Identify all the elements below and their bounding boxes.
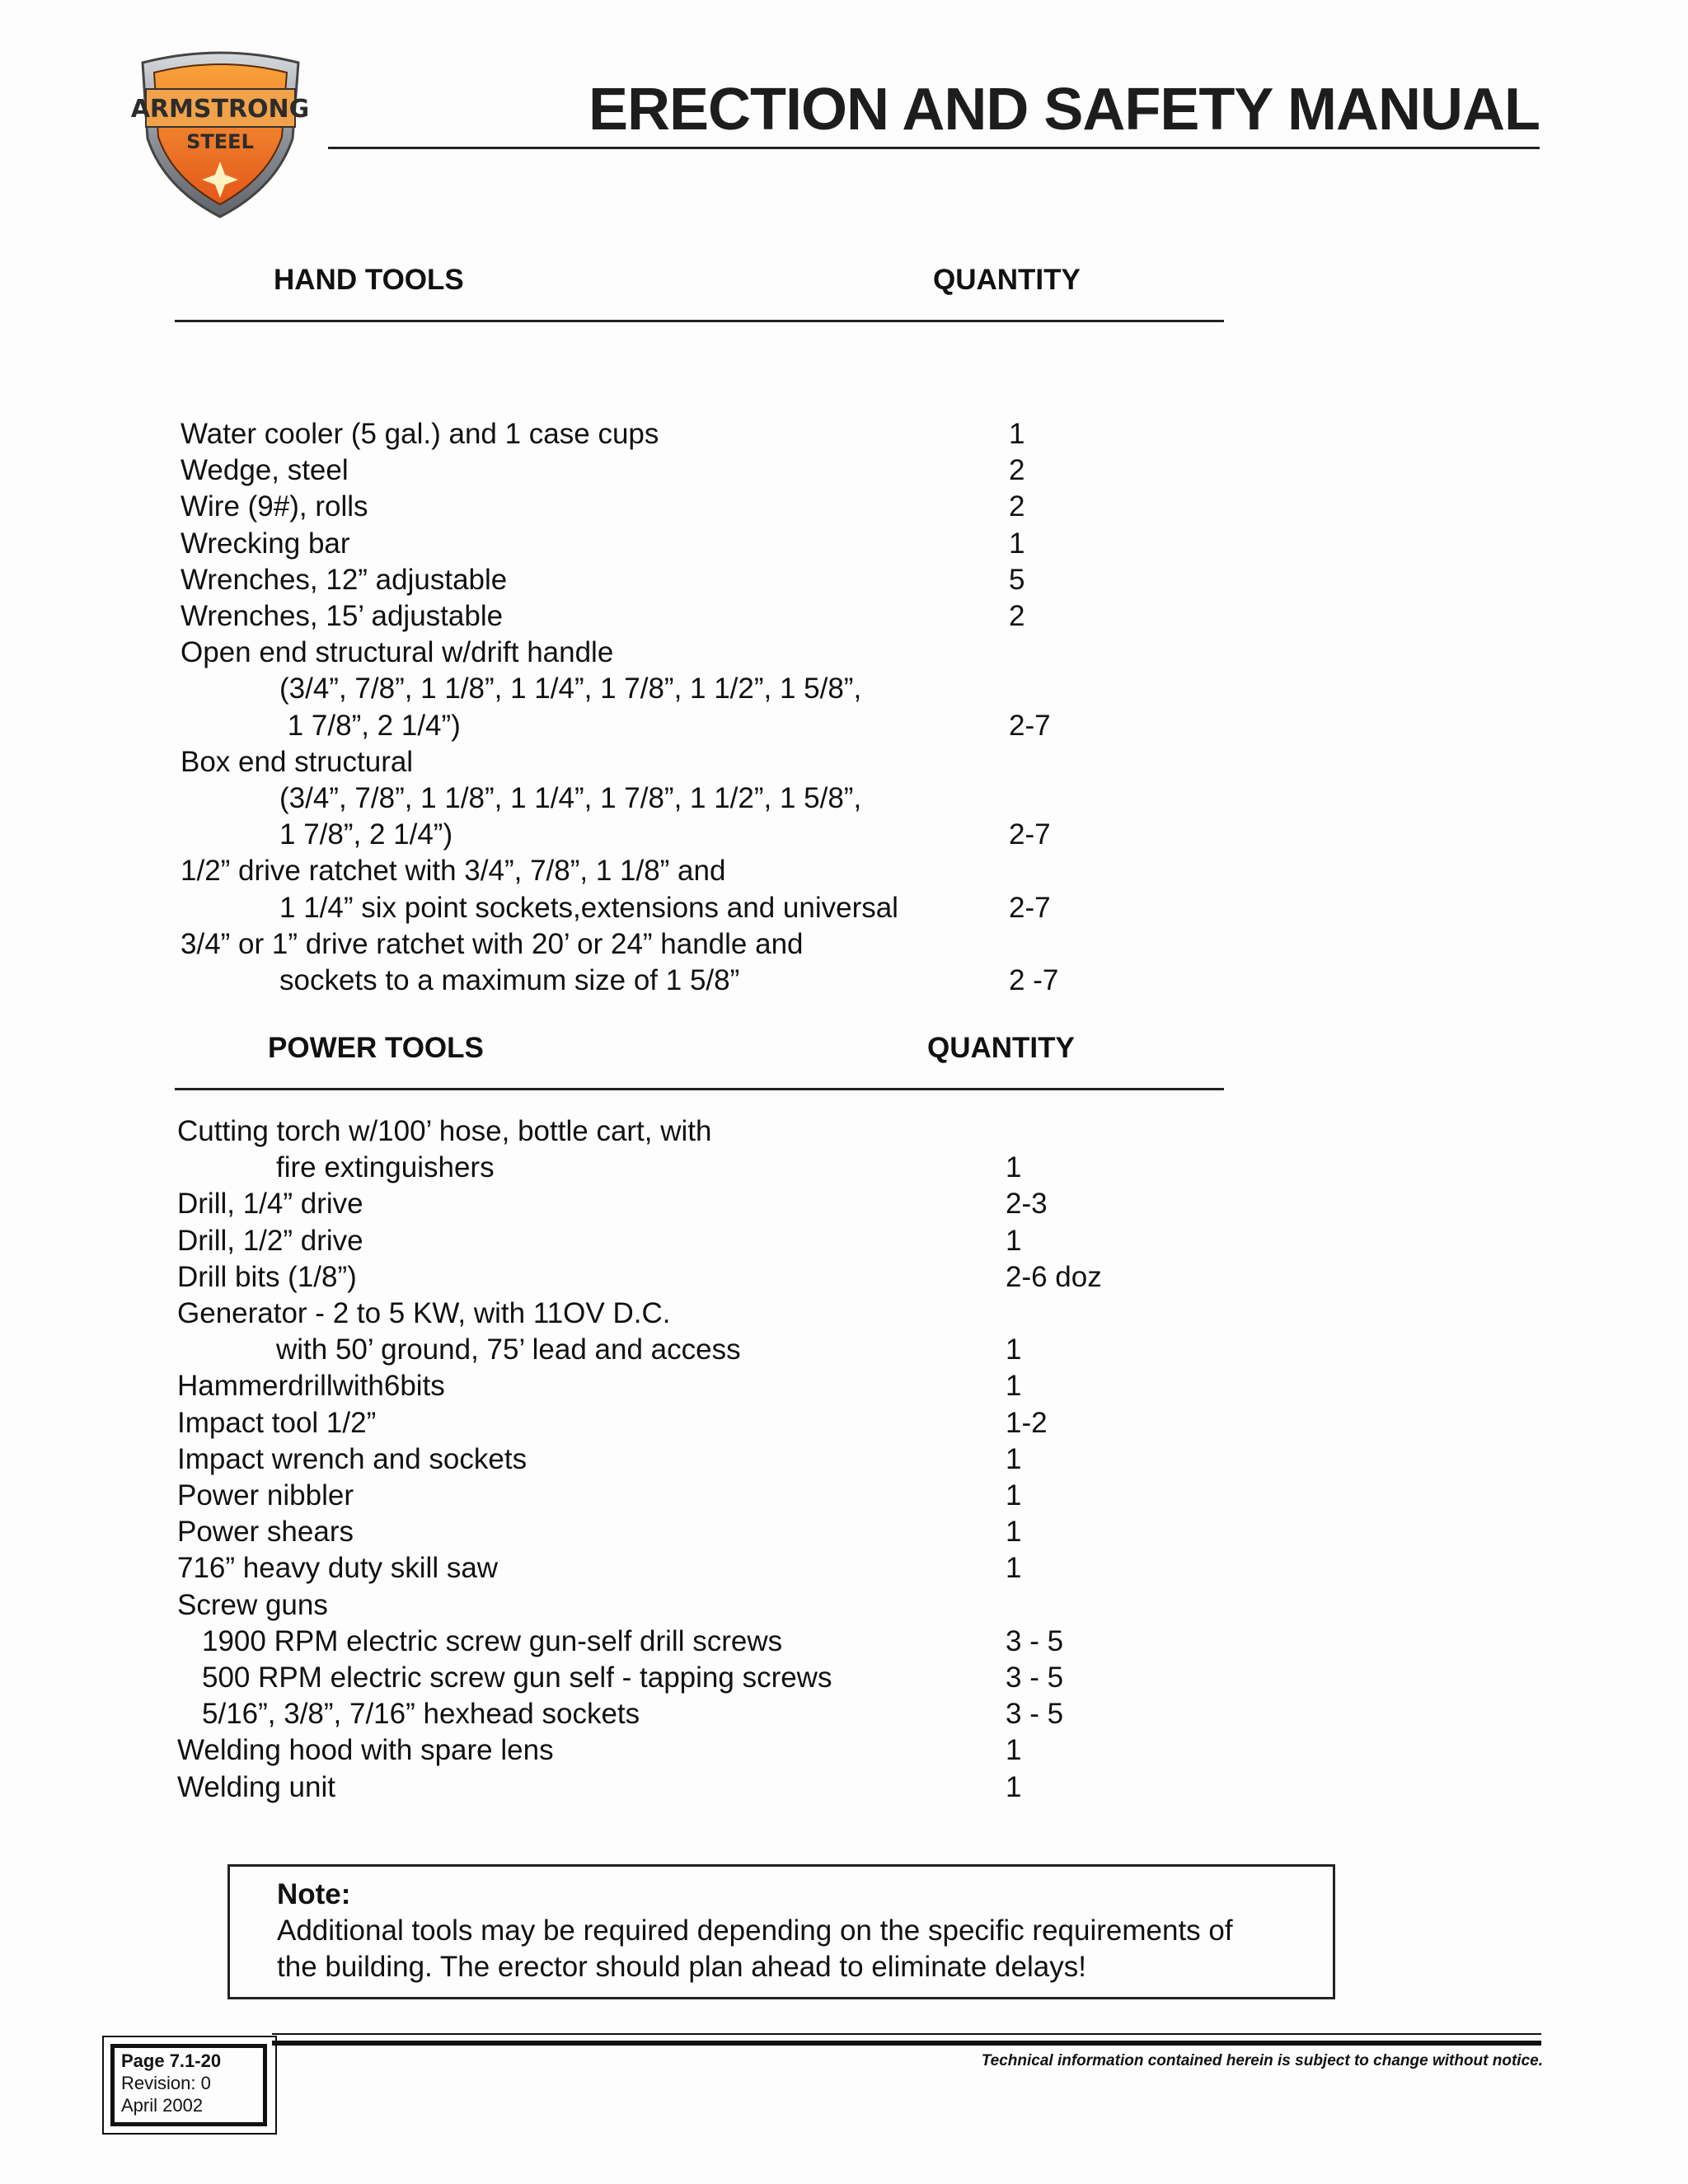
item-quantity: 1 [1006,1151,1022,1184]
note-box [227,1864,1335,1999]
item-quantity: 1 [1006,1479,1022,1511]
item-quantity: 3 - 5 [1006,1661,1064,1694]
list-item [177,1296,1331,1332]
list-item [177,1478,1331,1514]
list-item [181,671,1334,707]
list-item [177,1113,1331,1150]
item-quantity: 2 [1009,490,1025,523]
item-quantity: 1 [1006,1552,1022,1585]
list-item [177,1332,1331,1368]
item-quantity: 5 [1009,563,1025,596]
item-description: 1/2” drive ratchet with 3/4”, 7/8”, 1 1/8” and [181,855,726,888]
item-quantity: 2 -7 [1009,964,1059,996]
list-item [181,963,1334,999]
item-description: Cutting torch w/100’ hose, bottle cart, with [177,1115,712,1147]
list-item [181,708,1334,744]
page-title: ERECTION AND SAFETY MANUAL [588,77,1540,143]
list-item [177,1732,1331,1769]
list-item [177,1223,1331,1259]
item-description: 3/4” or 1” drive ratchet with 20’ or 24” handle and [181,927,804,960]
list-item [181,416,1334,452]
revision-label: Revision: 0 [121,2073,211,2093]
item-description: Welding hood with spare lens [177,1734,554,1767]
item-description: 1900 RPM electric screw gun-self drill screws [202,1624,783,1657]
page-info-inner [110,2044,267,2126]
list-item [177,1660,1331,1696]
list-item [177,1624,1331,1660]
list-item [181,780,1334,817]
list-item [177,1259,1331,1296]
item-description: Generator - 2 to 5 KW, with 11OV D.C. [177,1297,671,1329]
list-item [181,635,1334,671]
item-description: Drill, 1/4” drive [177,1188,363,1221]
item-quantity: 1 [1006,1224,1022,1257]
item-quantity: 2 [1009,600,1025,632]
list-item [177,1186,1331,1222]
item-description: Box end structural [181,745,414,778]
item-quantity: 1 [1006,1370,1022,1403]
item-description: 1 7/8”, 2 1/4”) [279,709,461,742]
item-description: Wrecking bar [181,527,350,560]
item-quantity: 1 [1006,1333,1022,1366]
item-description: Open end structural w/drift handle [181,636,614,669]
list-item [181,562,1334,598]
svg-text:STEEL: STEEL [186,130,254,153]
header-divider [328,147,1540,149]
item-description: 1 7/8”, 2 1/4”) [279,818,453,851]
item-quantity: 2-6 doz [1006,1260,1102,1293]
note-text-line-2: the building. The erector should plan ahead to eliminate delays! [277,1951,1086,1983]
power-tools-heading: POWER TOOLS [268,1032,484,1064]
list-item [177,1514,1331,1550]
item-quantity: 2 [1009,454,1025,487]
page-number: Page 7.1-20 [121,2050,222,2071]
power-tools-header [175,1024,1224,1090]
page-info-box [102,2036,277,2135]
item-description: (3/4”, 7/8”, 1 1/8”, 1 1/4”, 1 7/8”, 1 1/2”, 1 5/8”, [279,673,862,705]
item-description: Power shears [177,1516,354,1549]
item-quantity: 2-7 [1009,709,1051,742]
item-description: Welding unit [177,1770,335,1803]
hand-tools-heading: HAND TOOLS [274,264,464,296]
item-quantity: 1 [1009,418,1025,450]
item-quantity: 1 [1006,1734,1022,1767]
item-quantity: 1 [1006,1770,1022,1803]
item-description: Drill, 1/2” drive [177,1224,363,1257]
list-item [177,1150,1331,1186]
list-item [181,452,1334,489]
list-item [181,926,1334,963]
item-quantity: 1 [1009,527,1025,560]
item-quantity: 1-2 [1006,1406,1048,1439]
item-description: sockets to a maximum size of 1 5/8” [279,964,740,996]
hand-tools-header [175,255,1224,322]
svg-text:ARMSTRONG: ARMSTRONG [130,95,310,124]
list-item [177,1550,1331,1586]
item-description: Water cooler (5 gal.) and 1 case cups [181,418,659,450]
item-description: 5/16”, 3/8”, 7/16” hexhead sockets [202,1698,640,1731]
list-item [181,853,1334,889]
item-quantity: 3 - 5 [1006,1698,1064,1731]
item-quantity: 1 [1006,1516,1022,1549]
list-item [177,1769,1331,1806]
list-item [177,1405,1331,1441]
list-item [181,890,1334,926]
power-tools-quantity-heading: QUANTITY [927,1032,1075,1064]
item-quantity: 2-3 [1006,1188,1048,1221]
item-description: Impact tool 1/2” [177,1406,377,1439]
list-item [181,526,1334,562]
item-description: Screw guns [177,1588,328,1621]
footer-notice: Technical information contained herein is subject to change without notice. [981,2052,1543,2069]
item-description: Wedge, steel [181,454,349,487]
note-text-line-1: Additional tools may be required depending on the specific requirements of [277,1915,1233,1947]
armstrong-steel-logo [128,48,313,221]
item-description: Wrenches, 12” adjustable [181,563,508,596]
list-item [181,489,1334,525]
list-item [181,598,1334,635]
hand-tools-quantity-heading: QUANTITY [933,264,1081,296]
item-quantity: 2-7 [1009,891,1051,924]
item-description: fire extinguishers [276,1151,495,1184]
list-item [177,1587,1331,1624]
item-description: 716” heavy duty skill saw [177,1552,499,1585]
item-description: with 50’ ground, 75’ lead and access [276,1333,741,1366]
item-description: Drill bits (1/8”) [177,1260,357,1293]
list-item [177,1696,1331,1732]
item-description: Wire (9#), rolls [181,490,368,523]
item-quantity: 1 [1006,1442,1022,1475]
item-description: Impact wrench and sockets [177,1442,528,1475]
footer-divider-thick [272,2041,1541,2046]
note-title: Note: [277,1878,351,1910]
item-description: Power nibbler [177,1479,354,1511]
list-item [181,744,1334,780]
list-item [177,1368,1331,1404]
footer-divider-thin [272,2033,1541,2035]
revision-date: April 2002 [121,2095,204,2116]
item-description: Wrenches, 15’ adjustable [181,600,504,632]
item-description: (3/4”, 7/8”, 1 1/8”, 1 1/4”, 1 7/8”, 1 1/2”, 1 5/8”, [279,782,862,814]
item-description: Hammerdrillwith6bits [177,1370,445,1403]
item-quantity: 2-7 [1009,818,1051,851]
list-item [181,817,1334,853]
item-description: 1 1/4” six point sockets,extensions and universal [279,891,898,924]
item-quantity: 3 - 5 [1006,1624,1064,1657]
item-description: 500 RPM electric screw gun self - tapping screws [202,1661,832,1694]
list-item [177,1441,1331,1478]
